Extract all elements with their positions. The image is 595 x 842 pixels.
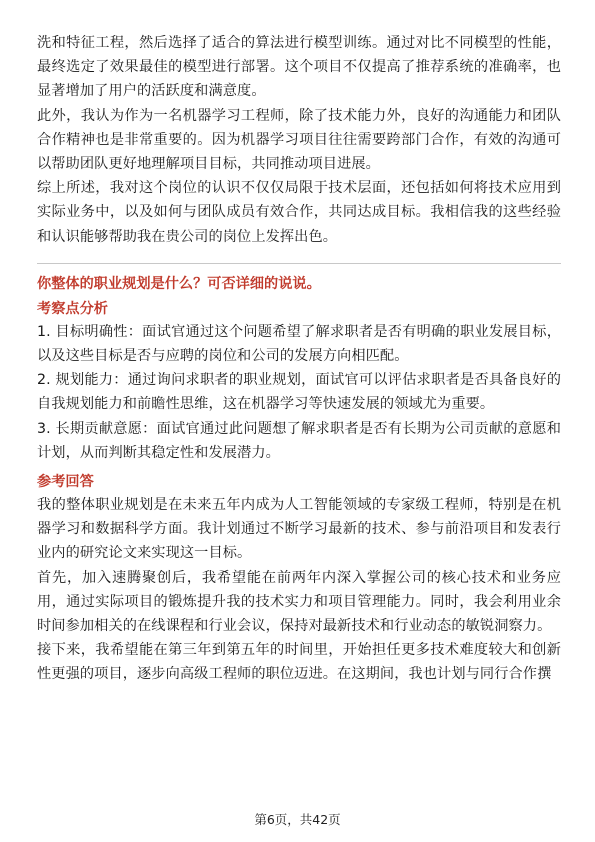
section-divider: [37, 263, 561, 264]
analysis-item: 2. 规划能力：通过询问求职者的职业规划，面试官可以评估求职者是否具备良好的自我规划能力和前瞻性思维，这在机器学习等快速发展的领域尤为重要。: [37, 372, 561, 413]
intro-paragraph: 综上所述，我对这个岗位的认识不仅仅局限于技术层面，还包括如何将技术应用到实际业务中，以及如何与团队成员有效合作，共同达成目标。我相信我的这些经验和认识能够帮助我在贵公司的岗位上发挥出色。: [37, 180, 561, 245]
reference-heading: 参考回答: [37, 474, 94, 491]
analysis-item: 1. 目标明确性：面试官通过这个问题希望了解求职者是否有明确的职业发展目标，以及这些目标是否与应聘的岗位和公司的发展方向相匹配。: [37, 323, 561, 365]
intro-paragraph: 洗和特征工程，然后选择了适合的算法进行模型训练。通过对比不同模型的性能，最终选定了效果最佳的模型进行部署。这个项目不仅提高了推荐系统的准确率，也显著增加了用户的活跃度和满意度。: [37, 35, 561, 100]
question-title: 你整体的职业规划是什么？可否详细的说说。: [37, 275, 321, 292]
page-number: 第6页，共42页: [254, 812, 341, 827]
analysis-heading: 考察点分析: [37, 300, 108, 317]
intro-paragraph: 此外，我认为作为一名机器学习工程师，除了技术能力外，良好的沟通能力和团队合作精神也是非常重要的。因为机器学习项目往往需要跨部门合作，有效的沟通可以帮助团队更好地理解项目目标，共同推动项目进展。: [37, 107, 561, 173]
document-page: [37, 31, 561, 687]
reference-paragraph: 我的整体职业规划是在未来五年内成为人工智能领域的专家级工程师，特别是在机器学习和数据科学方面。我计划通过不断学习最新的技术、参与前沿项目和发表行业内的研究论文来实现这一目标。: [37, 497, 561, 562]
reference-paragraph: 接下来，我希望能在第三年到第五年的时间里，开始担任更多技术难度较大和创新性更强的项目，逐步向高级工程师的职位迈进。在这期间，我也计划与同行合作撰: [37, 642, 561, 683]
reference-paragraph: 首先，加入速腾聚创后，我希望能在前两年内深入掌握公司的核心技术和业务应用，通过实际项目的锻炼提升我的技术实力和项目管理能力。同时，我会利用业余时间参加相关的在线课程和行业会议，保持对最新技术和行业动态的敏锐洞察力。: [37, 569, 561, 635]
analysis-item: 3. 长期贡献意愿：面试官通过此问题想了解求职者是否有长期为公司贡献的意愿和计划，从而判断其稳定性和发展潜力。: [37, 420, 561, 461]
